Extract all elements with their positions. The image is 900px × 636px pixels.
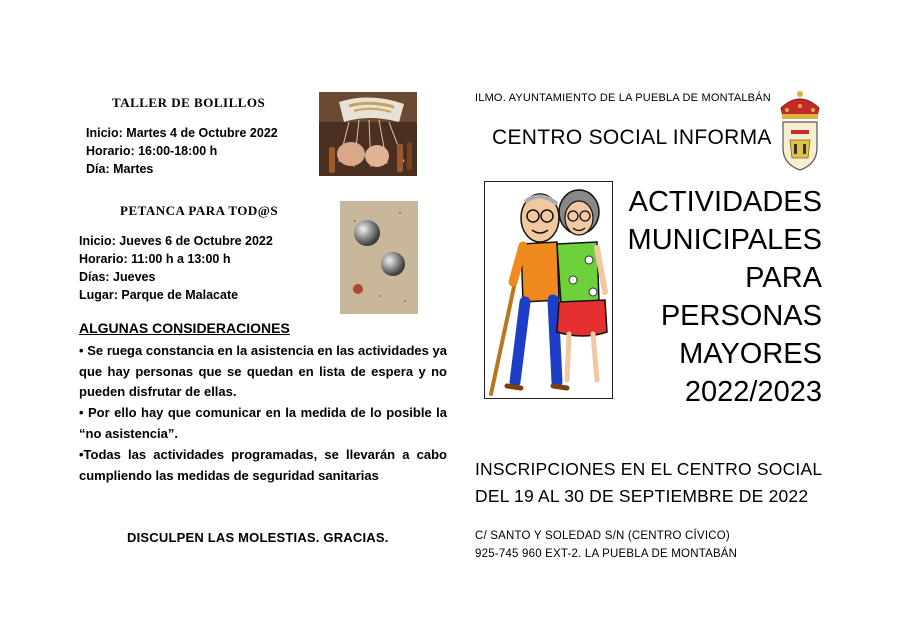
inscripciones-line-2: DEL 19 AL 30 DE SEPTIEMBRE DE 2022 (475, 486, 809, 506)
petanca-hours: Horario: 11:00 h a 13:00 h (79, 252, 231, 266)
closing-note: DISCULPEN LAS MOLESTIAS. GRACIAS. (127, 530, 389, 545)
petanca-start: Inicio: Jueves 6 de Octubre 2022 (79, 234, 273, 248)
phone-line: 925-745 960 EXT-2. LA PUEBLA DE MONTABÁN (475, 548, 738, 560)
petanca-place: Lugar: Parque de Malacate (79, 288, 239, 302)
bolillos-title: TALLER DE BOLILLOS (112, 95, 266, 110)
title-line-2: MUNICIPALES (627, 224, 822, 256)
petanca-title: PETANCA PARA TOD@S (120, 203, 279, 218)
inscripciones-line-1: INSCRIPCIONES EN EL CENTRO SOCIAL (475, 459, 823, 479)
ayuntamiento-label: ILMO. AYUNTAMIENTO DE LA PUEBLA DE MONTALBÁN (475, 92, 771, 104)
coat-of-arms-icon (775, 86, 825, 174)
title-line-5: MAYORES (679, 338, 822, 370)
title-line-4: PERSONAS (660, 300, 822, 332)
bolillos-start: Inicio: Martes 4 de Octubre 2022 (86, 126, 278, 140)
title-line-1: ACTIVIDADES (628, 186, 822, 218)
bolillos-day: Día: Martes (86, 162, 154, 176)
bobbin-lace-photo (319, 92, 417, 176)
bolillos-hours: Horario: 16:00-18:00 h (86, 144, 218, 158)
elderly-couple-illustration (484, 181, 613, 399)
title-line-3: PARA (745, 262, 822, 294)
consideration-item-2: • Por ello hay que comunicar en la medida de lo posible la “no asistencia”. (79, 405, 447, 441)
title-line-6: 2022/2023 (684, 376, 822, 408)
considerations-heading: ALGUNAS CONSIDERACIONES (79, 320, 290, 336)
consideration-item-3: •Todas las actividades programadas, se llevarán a cabo cumpliendo las medidas de seguridad sanitarias (79, 447, 447, 483)
petanca-days: Días: Jueves (79, 270, 156, 284)
petanque-balls-photo (340, 201, 418, 314)
consideration-item-1: • Se ruega constancia en la asistencia en las actividades ya que hay personas que se quedan en lista de espera y no pueden disfrutar de ellas. (79, 343, 447, 399)
address-line: C/ SANTO Y SOLEDAD S/N (CENTRO CÍVICO) (475, 530, 730, 542)
centro-social-heading: CENTRO SOCIAL INFORMA (492, 126, 772, 149)
